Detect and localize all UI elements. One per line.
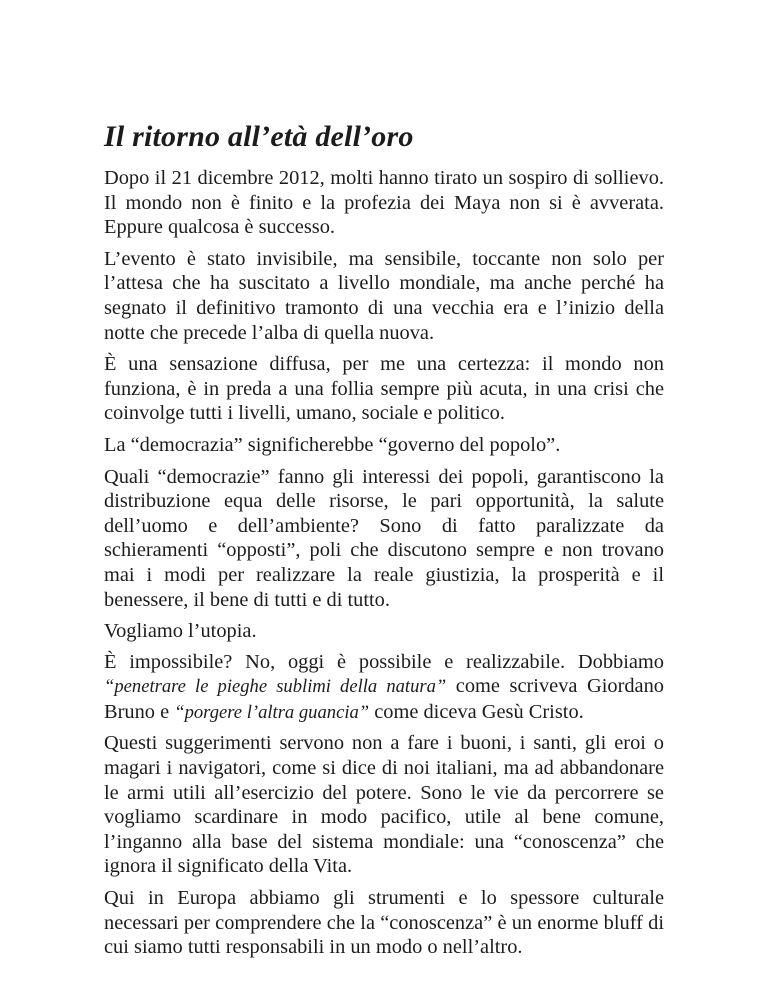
paragraph-7-text-c: come diceva Gesù Cristo. — [369, 700, 584, 723]
quote-gesu-cristo: “porgere l’altra guancia” — [174, 701, 370, 723]
paragraph-7-text-a: È impossibile? No, oggi è possibile e realizzabile. Dobbiamo — [104, 650, 664, 673]
paragraph-7 — [104, 650, 664, 726]
paragraph-2: L’evento è stato invisibile, ma sensibile, toccante non solo per l’attesa che ha suscitato a livello mondiale, ma anche perché ha segnato il definitivo tramonto di una vecchia era e l’inizio della notte che precede l’alba di quella nuova. — [104, 247, 664, 344]
paragraph-4: La “democrazia” significherebbe “governo del popolo”. — [104, 433, 561, 456]
paragraph-8: Questi suggerimenti servono non a fare i buoni, i santi, gli eroi o magari i navigatori, come si dice di noi italiani, ma ad abbandonare le armi utili all’esercizio del potere. Sono le vie da percorrere se vogliamo scardinare in modo pacifico, utile al bene comune, l’inganno alla base del sistema mondiale: una “conoscenza” che ignora il significato della Vita. — [104, 732, 664, 878]
quote-giordano-bruno: “penetrare le pieghe sublimi della natura” — [104, 676, 447, 698]
paragraph-7-text-b: come scriveva Giordano Bruno e — [104, 675, 664, 723]
paragraph-5: Quali “democrazie” fanno gli interessi dei popoli, garantiscono la distribuzione equa delle risorse, le pari opportunità, la salute dell’uomo e dell’ambiente? Sono di fatto paralizzate da schieramenti “opposti”, poli che discutono sempre e non trovano mai i modi per realizzare la reale giustizia, la prosperità e il benessere, il bene di tutti e di tutto. — [104, 465, 664, 611]
paragraph-1: Dopo il 21 dicembre 2012, molti hanno tirato un sospiro di sollievo. Il mondo non è finito e la profezia dei Maya non si è avverata. Eppure qualcosa è successo. — [104, 167, 664, 239]
body-text — [104, 166, 664, 967]
paragraph-3: È una sensazione diffusa, per me una certezza: il mondo non funziona, è in preda a una follia sempre più acuta, in una crisi che coinvolge tutti i livelli, umano, sociale e politico. — [104, 353, 664, 425]
chapter-title: Il ritorno all’età dell’oro — [104, 120, 414, 153]
paragraph-9: Qui in Europa abbiamo gli strumenti e lo spessore culturale necessari per comprendere che la “conoscenza” è un enorme bluff di cui siamo tutti responsabili in un modo o nell’altro. — [104, 887, 664, 959]
paragraph-6: Vogliamo l’utopia. — [104, 620, 257, 643]
